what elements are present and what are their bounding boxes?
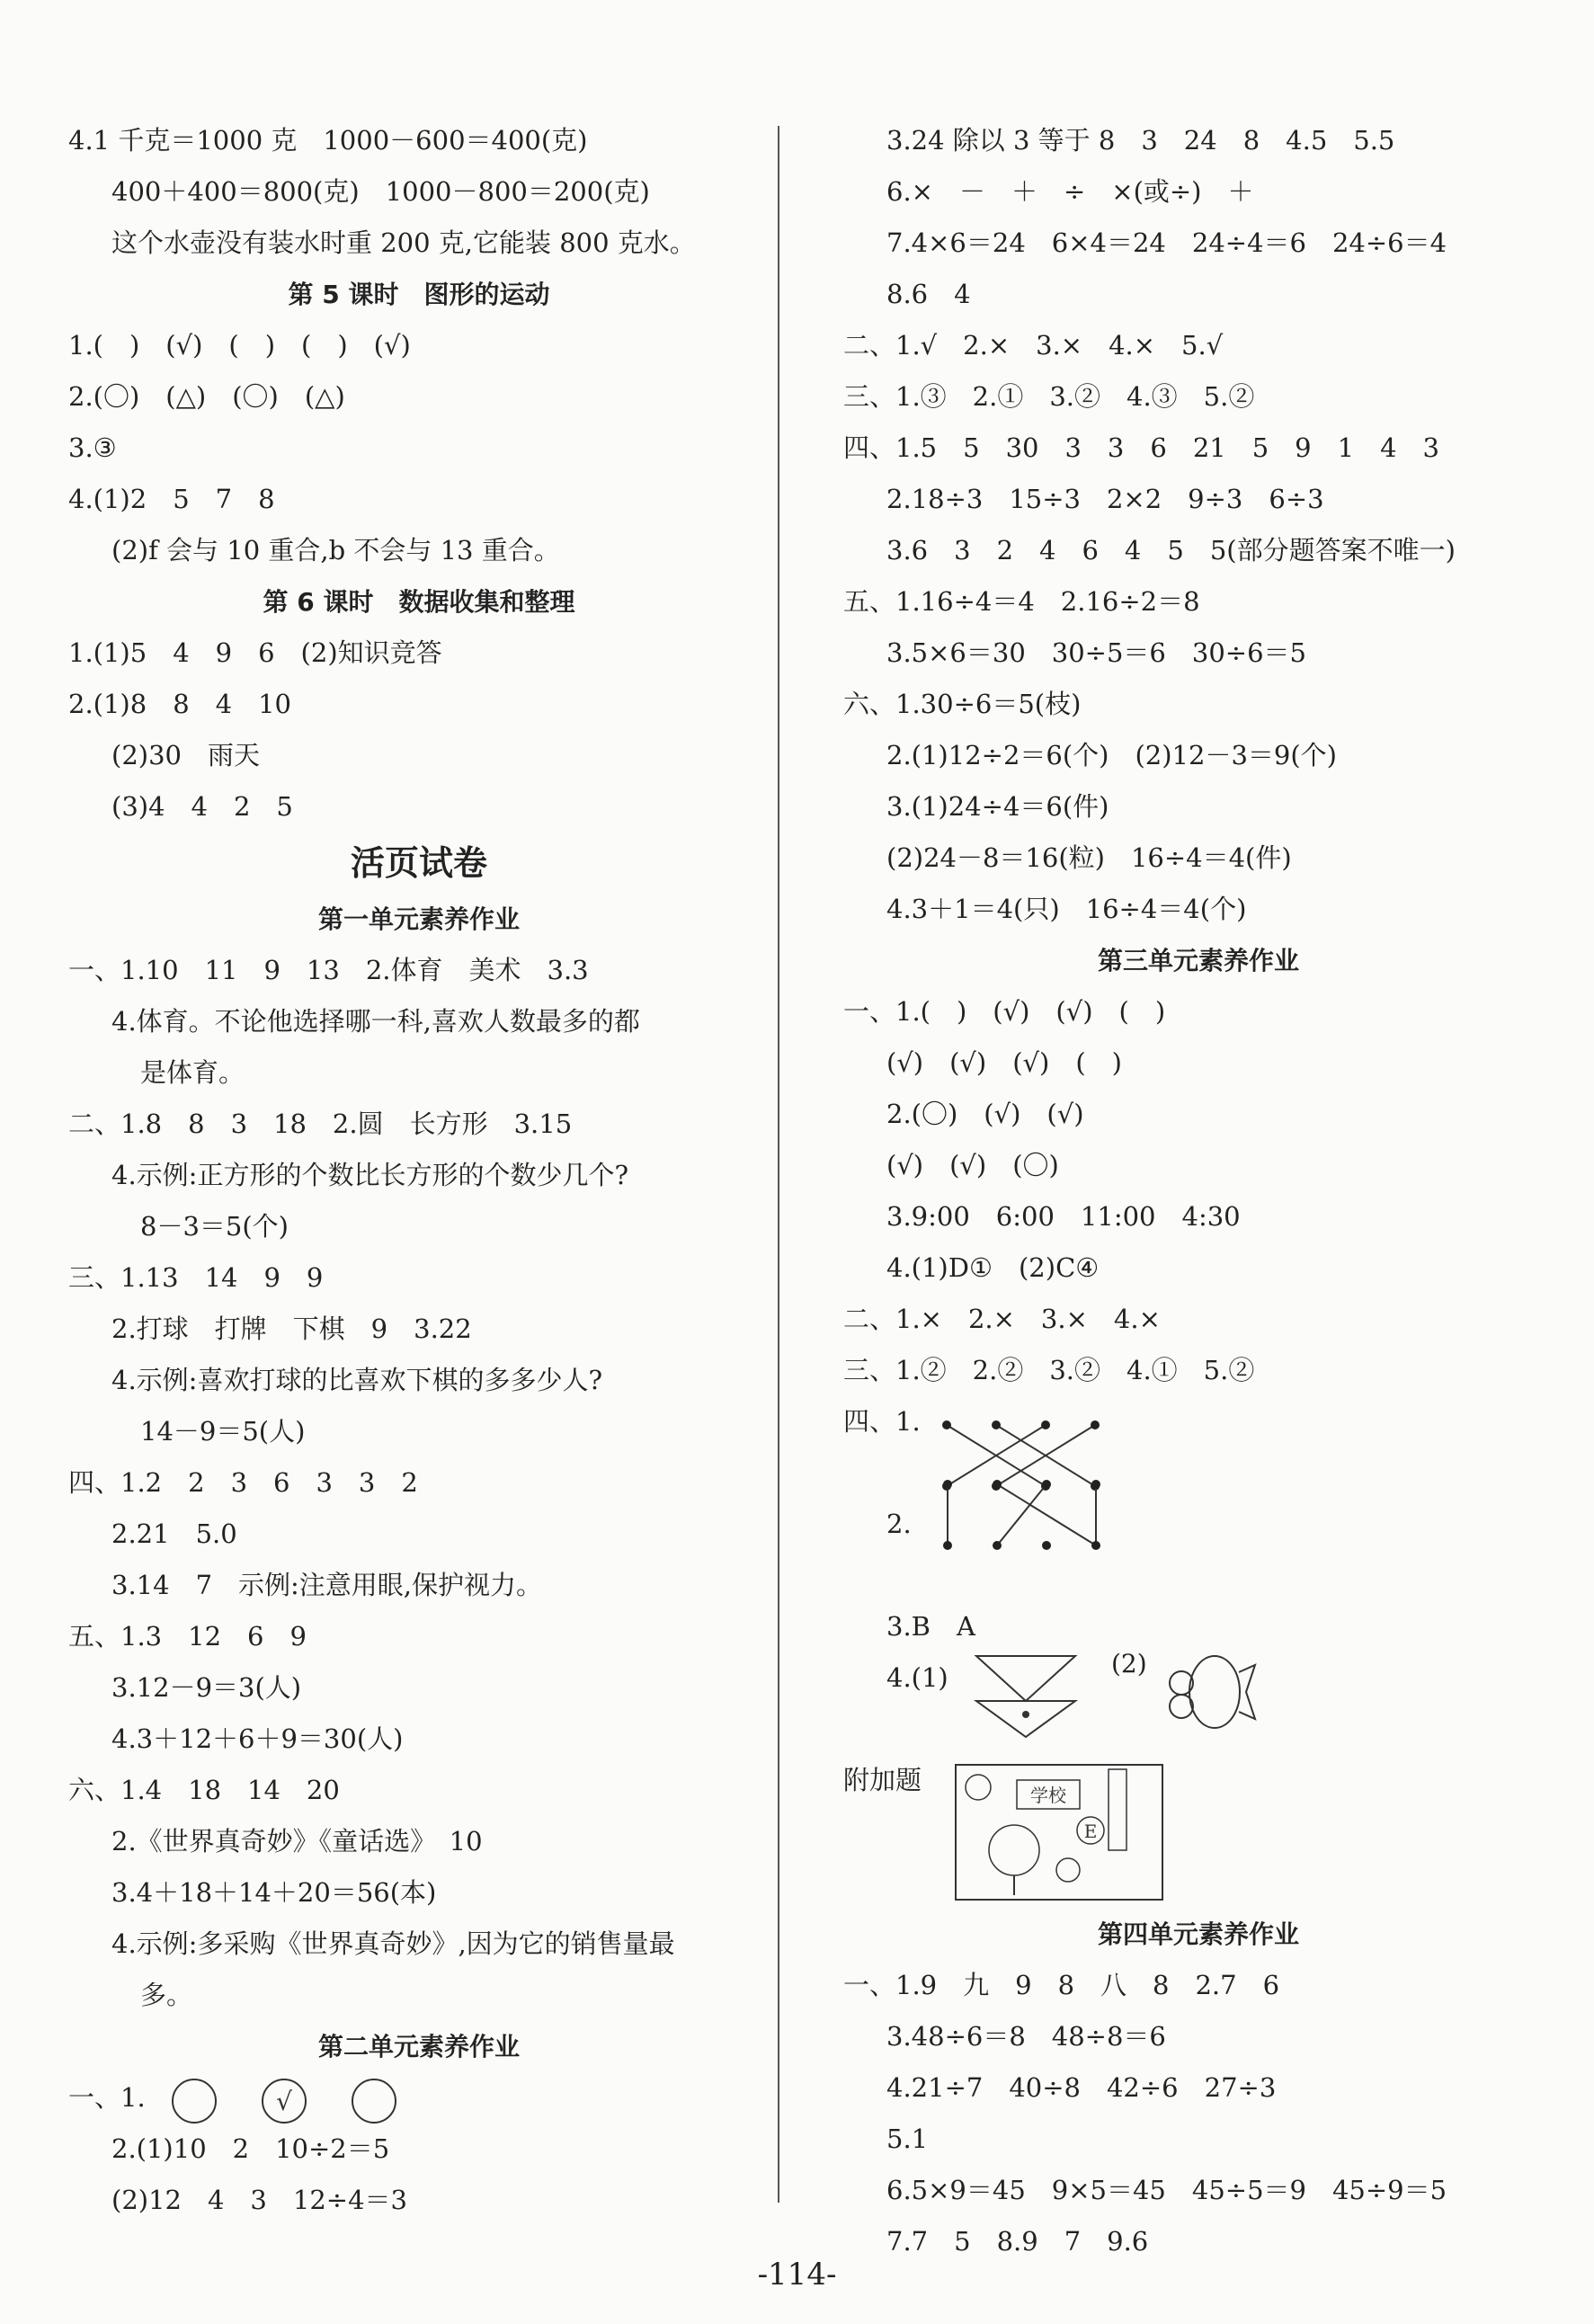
section-heading: [843, 1909, 1554, 1960]
answer-circle: [352, 2079, 396, 2123]
answer-line: [843, 1396, 1554, 1447]
answer-text: 2.(〇) (△) (〇) (△): [68, 381, 345, 412]
answer-text: 3.B A: [886, 1611, 975, 1642]
answer-line: [68, 1714, 770, 1765]
tree-icon: [989, 1825, 1039, 1875]
answer-line: [843, 1960, 1554, 2011]
answer-line: [843, 525, 1554, 576]
answer-line: [68, 1867, 770, 1919]
answer-text: 3.14 7 示例:注意用眼,保护视力。: [111, 1570, 543, 1600]
answer-line: [843, 576, 1554, 628]
answer-text: 4.3＋12＋6＋9＝30(人): [111, 1723, 404, 1754]
answer-line: [843, 2062, 1554, 2114]
answer-line: [68, 1457, 770, 1509]
answer-text: 3.5×6＝30 30÷5＝6 30÷6＝5: [886, 637, 1306, 668]
answer-text: 第三单元素养作业: [1097, 946, 1299, 975]
answer-line: [68, 1816, 770, 1867]
building-icon: [1109, 1769, 1126, 1850]
answer-text: (3)4 4 2 5: [111, 791, 293, 822]
answer-line: [843, 679, 1554, 730]
answer-text: 是体育。: [140, 1057, 245, 1088]
matching-line: [997, 1484, 1096, 1545]
answer-text: 四、1.5 5 30 3 3 6 21 5 9 1 4 3: [843, 432, 1439, 463]
answer-text: 2.: [886, 1509, 912, 1539]
section-heading: [68, 833, 770, 894]
answer-line: [843, 986, 1554, 1037]
ball-icon: [1056, 1858, 1080, 1882]
answer-text: 2.(1)8 8 4 10: [68, 689, 292, 719]
answer-text: 活页试卷: [350, 843, 487, 883]
answer-text: 2.《世界真奇妙》《童话选》 10: [111, 1826, 483, 1857]
answer-text: 8.6 4: [886, 279, 971, 309]
answer-line: [843, 833, 1554, 884]
answer-text: 6.× － ＋ ÷ ×(或÷) ＋: [886, 176, 1254, 207]
answer-line: [843, 884, 1554, 935]
answer-text: 5.1: [886, 2124, 929, 2154]
answer-text: 一、1.( ) (√) (√) ( ): [843, 996, 1166, 1027]
answer-line: [843, 218, 1554, 269]
answer-line: [68, 1099, 770, 1150]
answer-line: [68, 730, 770, 781]
answer-text: 14－9＝5(人): [140, 1416, 306, 1447]
answer-text: 第 6 课时 数据收集和整理: [263, 587, 575, 617]
match-dot: [942, 1420, 951, 1429]
answer-text: 第 5 课时 图形的运动: [288, 280, 550, 309]
circle-options-figure: [167, 2076, 401, 2127]
answer-text: 六、1.30÷6＝5(枝): [843, 689, 1082, 719]
answer-line: [68, 996, 770, 1047]
answer-text: 2.(〇) (√) (√): [886, 1099, 1084, 1129]
answer-text: 第二单元素养作业: [317, 2032, 520, 2061]
answer-text: 4.(1)D① (2)C④: [886, 1252, 1100, 1283]
answer-line: [68, 1662, 770, 1714]
answer-text: 第一单元素养作业: [317, 904, 520, 934]
right-column: [843, 115, 1554, 2267]
answer-line: [843, 371, 1554, 423]
answer-line: [68, 423, 770, 474]
answer-text: 400＋400＝800(克) 1000－800＝200(克): [111, 176, 650, 207]
answer-line: [843, 1649, 1554, 1704]
answer-line: [68, 2072, 770, 2124]
answer-line: [68, 1304, 770, 1355]
answer-line: [843, 423, 1554, 474]
answer-line: [68, 115, 770, 166]
answer-text: 4.示例:多采购《世界真奇妙》,因为它的销售量最: [111, 1928, 675, 1959]
tail-shape: [1239, 1665, 1255, 1719]
answer-line: [843, 1755, 1554, 1842]
answer-line: [68, 945, 770, 996]
answer-line: [843, 1242, 1554, 1294]
section-heading: [843, 935, 1554, 986]
answer-line: [843, 1089, 1554, 1140]
match-dot: [1042, 1480, 1051, 1489]
answer-text: 2.(1)10 2 10÷2＝5: [111, 2133, 390, 2164]
letter-e: E: [1083, 1821, 1098, 1842]
answer-text: 4.3＋1＝4(只) 16÷4＝4(个): [886, 894, 1247, 924]
answer-text: 3.9:00 6:00 11:00 4:30: [886, 1201, 1241, 1232]
answer-text: 附加题: [843, 1765, 922, 1795]
answer-text: 三、1.13 14 9 9: [68, 1262, 324, 1293]
answer-text: 2.打球 打牌 下棋 9 3.22: [111, 1313, 472, 1344]
page-number: -114-: [757, 2257, 837, 2293]
answer-line: [843, 1499, 1554, 1550]
answer-text: 4.示例:正方形的个数比长方形的个数少几个?: [111, 1160, 628, 1190]
answer-line: [843, 1191, 1554, 1242]
answer-text: 四、1.2 2 3 6 3 3 2: [68, 1467, 418, 1498]
symmetry-shapes-figure: [976, 1647, 1300, 1746]
answer-text: (2)12 4 3 12÷4＝3: [111, 2185, 407, 2215]
match-dot: [1042, 1541, 1051, 1550]
section-heading: [68, 269, 770, 320]
matching-line: [997, 1484, 1046, 1545]
answer-line: [843, 269, 1554, 320]
answer-line: [68, 1047, 770, 1099]
answer-text: 8－3＝5(个): [140, 1211, 289, 1242]
answer-line: [843, 628, 1554, 679]
answer-line: [68, 1919, 770, 1970]
match-dot: [993, 1480, 1002, 1489]
answer-text: 2.21 5.0: [111, 1518, 237, 1549]
answer-text: 3.24 除以 3 等于 8 3 24 8 4.5 5.5: [886, 125, 1395, 156]
answer-text: 3.6 3 2 4 6 4 5 5(部分题答案不唯一): [886, 535, 1456, 565]
answer-line: [68, 1406, 770, 1457]
answer-text: 4.1 千克＝1000 克 1000－600＝400(克): [68, 125, 588, 156]
answer-line: [68, 1252, 770, 1304]
shape-2-label: (2): [1111, 1649, 1147, 1678]
answer-line: [843, 1806, 1554, 1857]
answer-line: [843, 1857, 1554, 1909]
answer-text: 1.( ) (√) ( ) ( ) (√): [68, 330, 411, 361]
answer-text: 四、1.: [843, 1406, 921, 1437]
answer-text: 3.4＋18＋14＋20＝56(本): [111, 1877, 437, 1908]
match-dot: [1091, 1420, 1100, 1429]
answer-text: 多。: [140, 1980, 193, 2010]
school-map-figure: [956, 1760, 1171, 1904]
section-heading: [68, 576, 770, 628]
answer-line: [843, 1601, 1554, 1652]
triangle-bottom: [976, 1701, 1075, 1737]
answer-check: √: [276, 2087, 292, 2116]
answer-text: 1.(1)5 4 9 6 (2)知识竞答: [68, 637, 442, 668]
section-heading: [68, 894, 770, 945]
answer-line: [843, 474, 1554, 525]
answer-line: [68, 474, 770, 525]
answer-line: [68, 1509, 770, 1560]
match-dot: [992, 1420, 1001, 1429]
answer-text: 这个水壶没有装水时重 200 克,它能装 800 克水。: [111, 227, 696, 258]
answer-text: 一、1.9 九 9 8 八 8 2.7 6: [843, 1970, 1280, 2000]
small-circle: [1170, 1695, 1193, 1718]
answer-text: 五、1.3 12 6 9: [68, 1621, 307, 1652]
answer-line: [843, 1140, 1554, 1191]
answer-text: (2)30 雨天: [111, 740, 260, 770]
answer-line: [843, 1037, 1554, 1089]
answer-text: 五、1.16÷4＝4 2.16÷2＝8: [843, 586, 1200, 617]
sun-icon: [966, 1775, 991, 1800]
answer-text: 3.③: [68, 432, 117, 463]
answer-text: (2)f 会与 10 重合,b 不会与 13 重合。: [111, 535, 560, 565]
answer-line: [843, 2011, 1554, 2062]
match-dot: [943, 1541, 952, 1550]
answer-text: 3.(1)24÷4＝6(件): [886, 791, 1109, 822]
answer-line: [68, 1201, 770, 1252]
answer-line: [68, 371, 770, 423]
answer-text: 4.体育。不论他选择哪一科,喜欢人数最多的都: [111, 1006, 640, 1037]
answer-text: (2)24－8＝16(粒) 16÷4＝4(件): [886, 842, 1292, 873]
answer-text: 4.(1): [886, 1662, 948, 1693]
answer-line: [68, 1765, 770, 1816]
answer-circle: [173, 2079, 216, 2123]
answer-text: (√) (√) (√) ( ): [886, 1047, 1122, 1078]
answer-text: 第四单元素养作业: [1097, 1919, 1299, 1949]
answer-text: 二、1.√ 2.× 3.× 4.× 5.√: [843, 330, 1224, 361]
answer-text: 7.7 5 8.9 7 9.6: [886, 2226, 1149, 2257]
left-column: [68, 115, 770, 2226]
answer-line: [843, 320, 1554, 371]
answer-text: 一、1.10 11 9 13 2.体育 美术 3.3: [68, 955, 589, 985]
answer-text: 4.示例:喜欢打球的比喜欢下棋的多多少人?: [111, 1365, 602, 1395]
answer-line: [843, 166, 1554, 218]
answer-text: 三、1.② 2.② 3.② 4.① 5.②: [843, 1355, 1255, 1385]
answer-line: [68, 628, 770, 679]
column-divider: [778, 126, 779, 2203]
answer-line: [68, 2124, 770, 2175]
answer-line: [843, 1294, 1554, 1345]
school-sign-text: 学校: [1030, 1785, 1066, 1806]
matching-lines-figure-2: [930, 1472, 1127, 1562]
answer-text: 3.12－9＝3(人): [111, 1672, 302, 1703]
answer-text: 4.(1)2 5 7 8: [68, 484, 275, 514]
match-dot: [1091, 1480, 1100, 1489]
answer-line: [68, 1355, 770, 1406]
answer-line: [68, 320, 770, 371]
answer-line: [68, 218, 770, 269]
match-dot: [943, 1480, 952, 1489]
answer-line: [68, 166, 770, 218]
answer-text: 二、1.8 8 3 18 2.圆 长方形 3.15: [68, 1109, 573, 1139]
answer-line: [843, 730, 1554, 781]
answer-line: [68, 1560, 770, 1611]
answer-line: [843, 115, 1554, 166]
answer-line: [843, 2114, 1554, 2165]
answer-text: 6.5×9＝45 9×5＝45 45÷5＝9 45÷9＝5: [886, 2175, 1447, 2205]
section-heading: [68, 2021, 770, 2072]
answer-line: [843, 781, 1554, 833]
answer-text: 3.48÷6＝8 48÷8＝6: [886, 2021, 1166, 2052]
match-dot: [993, 1541, 1002, 1550]
answer-line: [68, 2175, 770, 2226]
answer-line: [68, 1611, 770, 1662]
answer-line: [843, 2165, 1554, 2216]
answer-line: [68, 525, 770, 576]
answer-text: 一、1.: [68, 2082, 146, 2113]
match-dot: [1091, 1541, 1100, 1550]
match-dot: [1041, 1420, 1050, 1429]
answer-line: [68, 1970, 770, 2021]
answer-text: 2.(1)12÷2＝6(个) (2)12－3＝9(个): [886, 740, 1337, 770]
answer-text: 7.4×6＝24 6×4＝24 24÷4＝6 24÷6＝4: [886, 227, 1447, 258]
answer-line: [68, 1150, 770, 1201]
answer-text: 2.18÷3 15÷3 2×2 9÷3 6÷3: [886, 484, 1324, 514]
answer-line: [843, 1345, 1554, 1396]
answer-text: 六、1.4 18 14 20: [68, 1775, 340, 1805]
answer-text: 三、1.③ 2.① 3.② 4.③ 5.②: [843, 381, 1255, 412]
answer-text: 4.21÷7 40÷8 42÷6 27÷3: [886, 2072, 1277, 2103]
answer-text: 二、1.× 2.× 3.× 4.×: [843, 1304, 1161, 1334]
answer-line: [68, 679, 770, 730]
answer-line: [68, 781, 770, 833]
oval-body: [1189, 1656, 1240, 1728]
triangle-top: [976, 1656, 1075, 1701]
triangle-dot: [1022, 1711, 1029, 1718]
answer-text: (√) (√) (〇): [886, 1150, 1059, 1180]
